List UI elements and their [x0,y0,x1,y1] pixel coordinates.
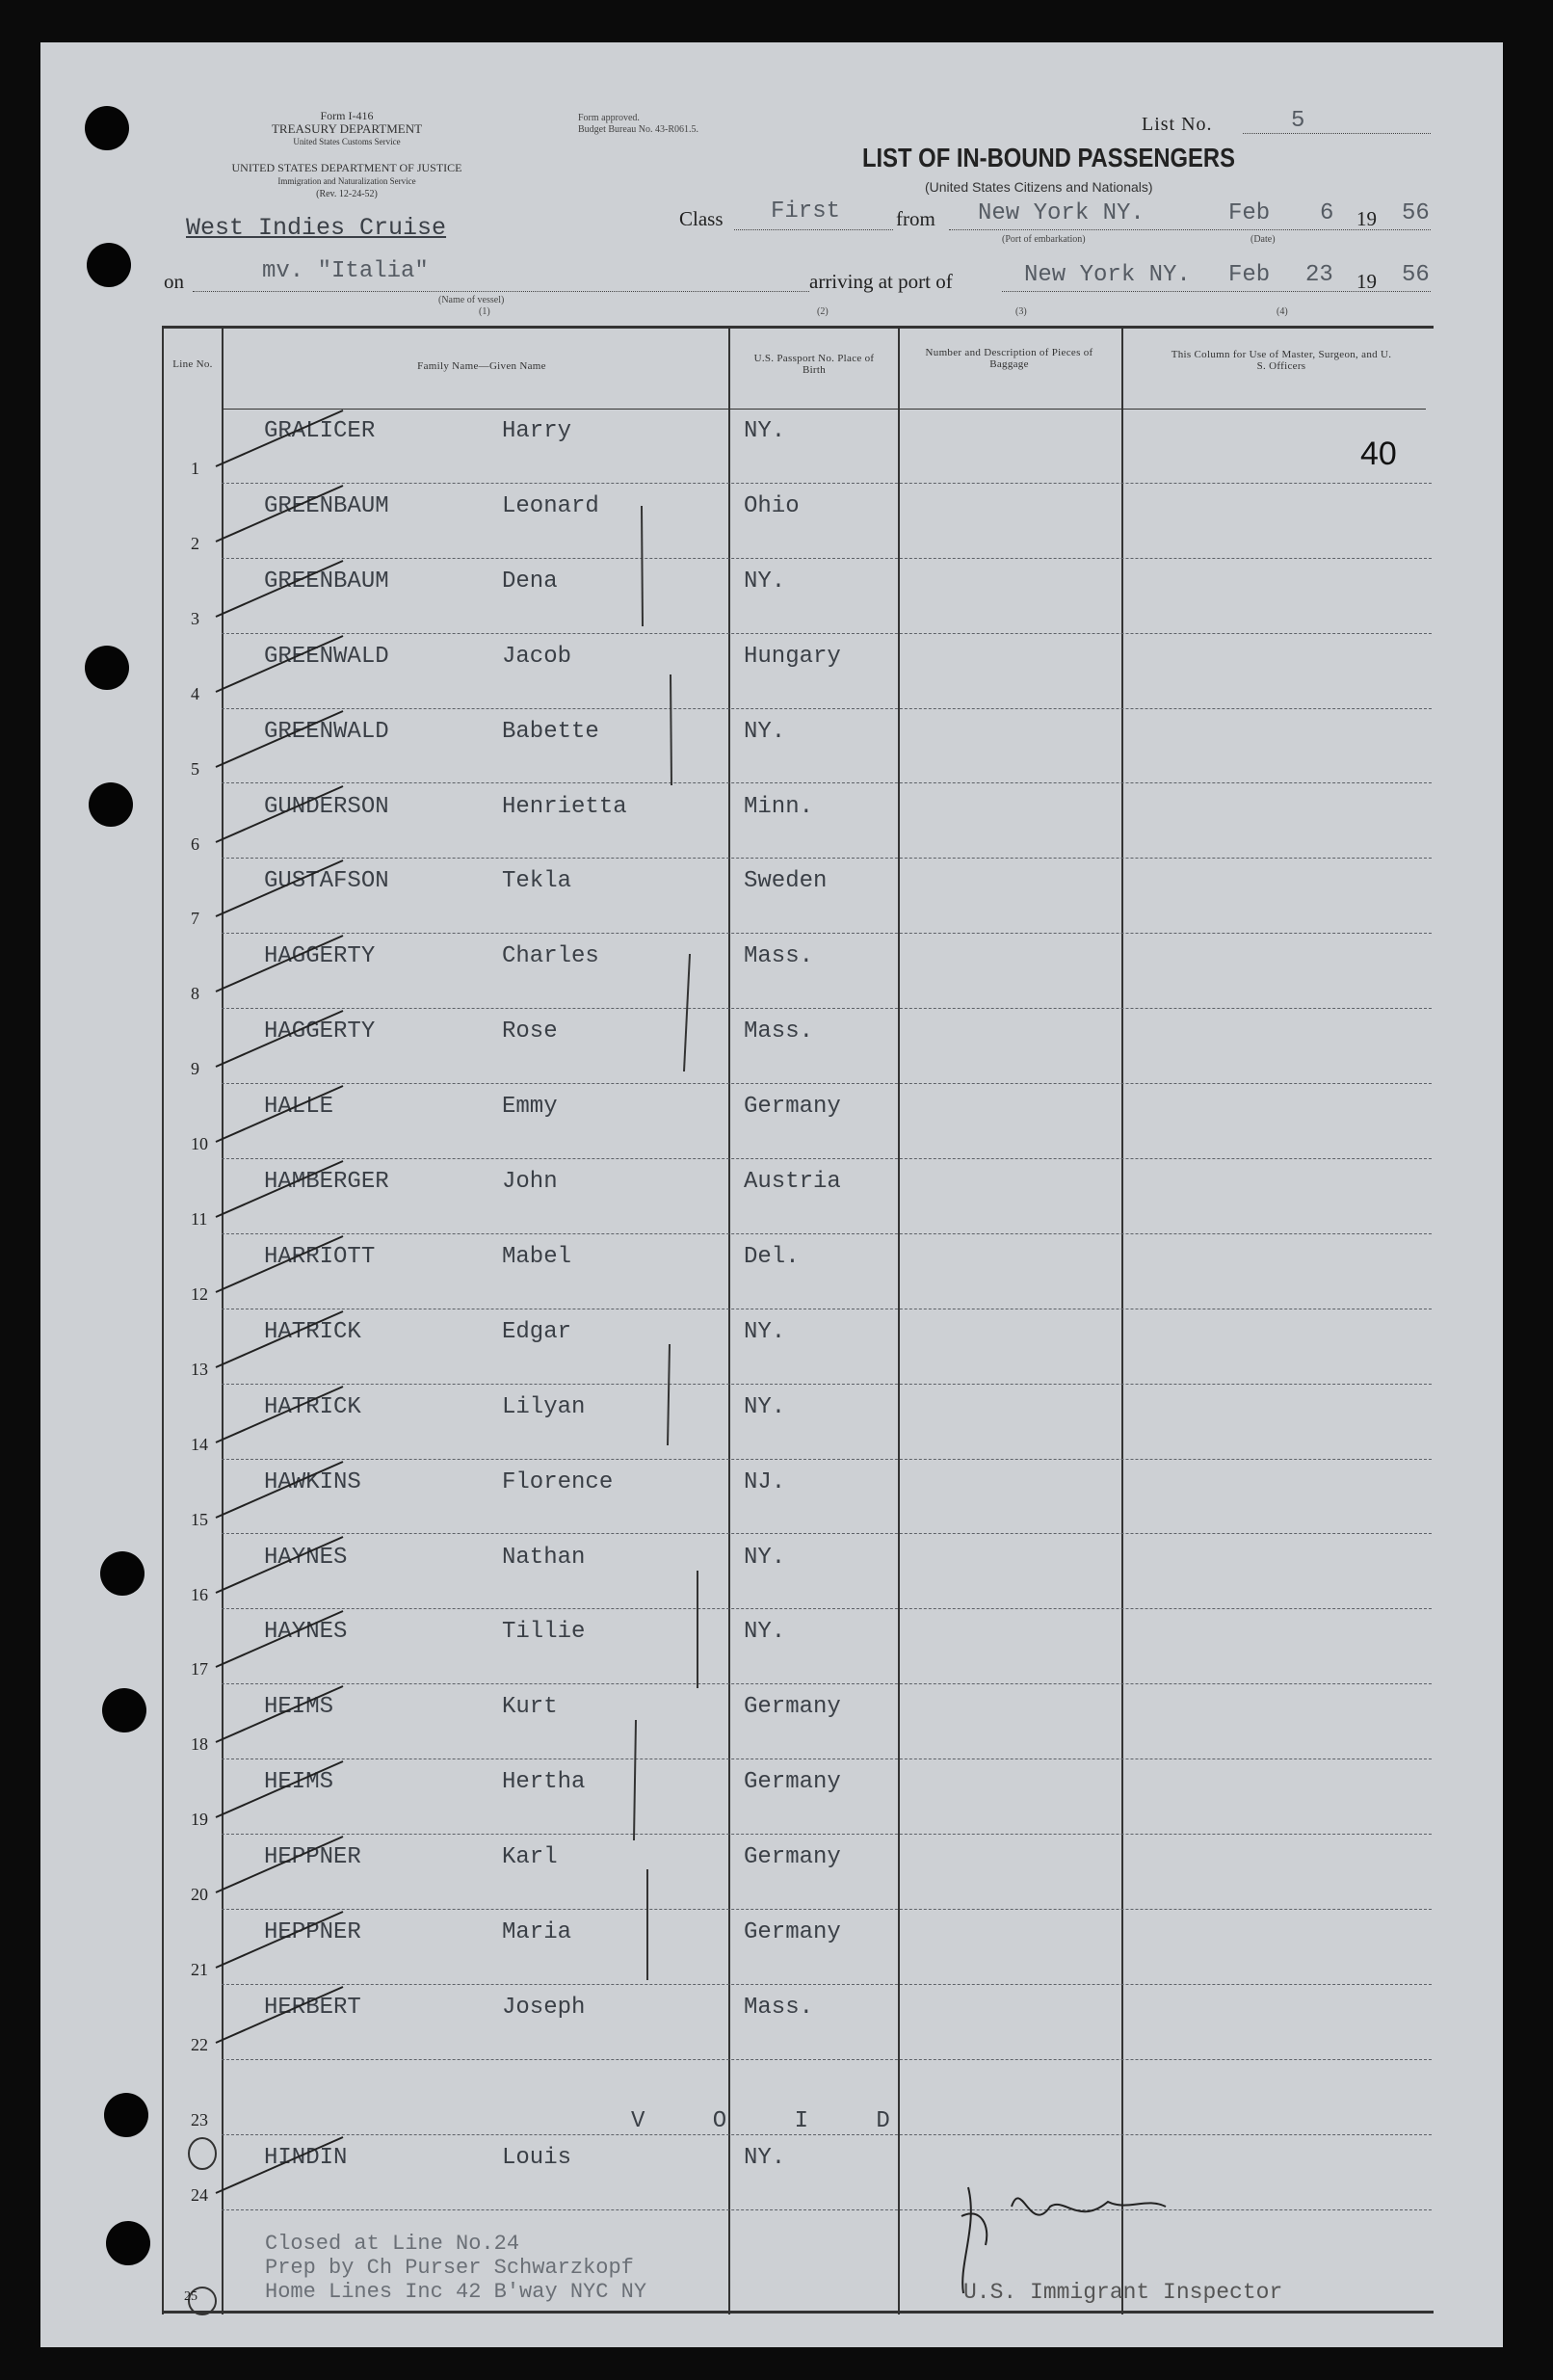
arrival-month: Feb [1228,262,1271,288]
given-name: Kurt [502,1694,558,1721]
family-bracket [684,954,690,1071]
place-of-birth: Minn. [744,793,814,820]
embarkation-caption: (Port of embarkation) [1002,234,1086,245]
vessel-name: mv. "Italia" [262,258,429,284]
given-name: Florence [502,1468,614,1495]
line-number: 17 [191,1659,208,1679]
place-of-birth: Germany [744,1094,841,1121]
family-name: HEIMS [264,1694,334,1721]
place-of-birth: Sweden [744,868,828,895]
family-name: GREENWALD [264,643,389,670]
line-number: 9 [191,1059,199,1079]
place-of-birth: NY. [744,2144,786,2171]
arriving-label: arriving at port of [809,270,953,293]
col-officers-header: This Column for Use of Master, Surgeon, and U. S. Officers [1171,349,1392,372]
vessel-caption: (Name of vessel) [438,295,505,305]
class-label: Class [679,207,724,230]
line-number: 14 [191,1434,208,1454]
line-number: 15 [191,1509,208,1529]
given-name: Lilyan [502,1393,586,1420]
from-label: from [896,207,935,230]
family-name: HATRICK [264,1393,361,1420]
given-name: Tillie [502,1619,586,1646]
family-name: GRALICER [264,418,376,444]
ins-service: Immigration and Naturalization Service [277,176,416,186]
given-name: Maria [502,1919,572,1945]
line-number: 13 [191,1359,208,1379]
line-number: 24 [191,2184,208,2205]
form-number: Form I-416 [320,109,374,122]
family-name: GREENBAUM [264,568,389,595]
given-name: Hertha [502,1769,586,1796]
line-number: 3 [191,608,199,628]
arrival-port: New York NY. [1024,262,1191,288]
column-marker-2: (2) [817,306,829,317]
line-number: 22 [191,2034,208,2054]
departure-month: Feb [1228,200,1271,226]
place-of-birth: Germany [744,1769,841,1796]
family-name: GREENBAUM [264,492,389,519]
line-number: 2 [191,533,199,553]
column-marker-1: (1) [479,306,490,317]
place-of-birth: NY. [744,418,786,444]
given-name: Emmy [502,1094,558,1121]
given-name: Mabel [502,1243,572,1270]
place-of-birth: Germany [744,1694,841,1721]
cruise-name: West Indies Cruise [186,214,447,242]
family-name: HARRIOTT [264,1243,376,1270]
form-subtitle: (United States Citizens and Nationals) [925,179,1153,195]
void-stamp: V O I D [631,2108,917,2134]
given-name: Louis [502,2144,572,2171]
arrival-year-prefix: 19 [1356,270,1377,293]
family-bracket [634,1720,636,1840]
given-name: Edgar [502,1318,572,1345]
family-name: HERBERT [264,1994,361,2021]
place-of-birth: Austria [744,1169,841,1195]
given-name: Jacob [502,643,572,670]
place-of-birth: Del. [744,1243,800,1270]
place-of-birth: Germany [744,1919,841,1945]
place-of-birth: NY. [744,1544,786,1571]
given-name: Leonard [502,492,599,519]
column-marker-4: (4) [1277,306,1288,317]
family-name: GUSTAFSON [264,868,389,895]
form-revision: (Rev. 12-24-52) [316,189,378,199]
departure-year: 56 [1402,200,1430,226]
place-of-birth: Mass. [744,1994,814,2021]
on-label: on [164,270,184,293]
place-of-birth: NY. [744,1619,786,1646]
line-number: 16 [191,1584,208,1604]
arrival-day: 23 [1305,262,1333,288]
officer-mark: 40 [1360,436,1397,472]
inspector-signature [961,2187,1166,2293]
family-name: HAGGERTY [264,943,376,970]
treasury-dept: TREASURY DEPARTMENT [271,121,423,136]
place-of-birth: Germany [744,1844,841,1871]
embarkation-port: New York NY. [978,200,1145,226]
line-number: 8 [191,984,199,1004]
line-number: 19 [191,1810,208,1830]
family-bracket [668,1344,670,1445]
line-number: 12 [191,1283,208,1304]
family-name: GUNDERSON [264,793,389,820]
col-baggage-header: Number and Description of Pieces of Baggage [925,347,1093,370]
departure-year-prefix: 19 [1356,207,1377,230]
place-of-birth: Mass. [744,1018,814,1045]
given-name: Harry [502,418,572,444]
line-number: 10 [191,1134,208,1154]
line-number: 11 [191,1209,208,1229]
column-marker-3: (3) [1015,306,1027,317]
place-of-birth: NJ. [744,1468,786,1495]
budget-bureau: Budget Bureau No. 43-R061.5. [578,124,698,135]
family-name: GREENWALD [264,718,389,745]
circled-line-23 [189,2138,216,2169]
given-name: Joseph [502,1994,586,2021]
given-name: John [502,1169,558,1195]
line-number: 6 [191,833,199,854]
closed-note: Closed at Line No.24 [265,2232,520,2256]
given-name: Tekla [502,868,572,895]
family-name: HEIMS [264,1769,334,1796]
given-name: Karl [502,1844,558,1871]
customs-service: United States Customs Service [293,137,401,146]
prepared-by-note: Prep by Ch Purser Schwarzkopf [265,2256,634,2280]
family-name: HINDIN [264,2144,348,2171]
form-title: LIST OF IN-BOUND PASSENGERS [862,143,1236,172]
given-name: Henrietta [502,793,627,820]
date-caption: (Date) [1250,234,1276,245]
given-name: Babette [502,718,599,745]
list-number: 5 [1291,108,1305,134]
given-name: Rose [502,1018,558,1045]
col-name-header: Family Name—Given Name [417,360,546,372]
form-approved: Form approved. [578,113,640,123]
given-name: Nathan [502,1544,586,1571]
departure-day: 6 [1320,200,1334,226]
given-name: Charles [502,943,599,970]
line-25-number: 25 [184,2289,197,2304]
line-number: 7 [191,909,199,929]
arrival-year: 56 [1402,262,1430,288]
line-number: 20 [191,1885,208,1905]
class-value: First [771,198,841,225]
place-of-birth: Ohio [744,492,800,519]
family-name: HATRICK [264,1318,361,1345]
place-of-birth: NY. [744,718,786,745]
inspector-title: U.S. Immigrant Inspector [963,2280,1283,2305]
place-of-birth: NY. [744,1393,786,1420]
family-name: HALLE [264,1094,334,1121]
given-name: Dena [502,568,558,595]
place-of-birth: Hungary [744,643,841,670]
line-number: 23 [191,2109,208,2129]
family-name: HAWKINS [264,1468,361,1495]
place-of-birth: Mass. [744,943,814,970]
place-of-birth: NY. [744,1318,786,1345]
justice-dept: UNITED STATES DEPARTMENT OF JUSTICE [231,161,462,174]
family-name: HAMBERGER [264,1169,389,1195]
line-number: 21 [191,1960,208,1979]
company-note: Home Lines Inc 42 B'way NYC NY [265,2280,647,2304]
line-number: 4 [191,683,199,703]
list-number-label: List No. [1142,114,1213,135]
col-line-header: Line No. [172,358,213,370]
family-name: HAGGERTY [264,1018,376,1045]
family-name: HAYNES [264,1544,348,1571]
line-number: 18 [191,1734,208,1755]
col-passport-header: U.S. Passport No. Place of Birth [753,353,875,376]
family-name: HEPPNER [264,1844,361,1871]
family-name: HAYNES [264,1619,348,1646]
line-number: 1 [191,459,199,478]
family-name: HEPPNER [264,1919,361,1945]
place-of-birth: NY. [744,568,786,595]
line-number: 5 [191,758,199,779]
family-bracket [642,506,643,626]
